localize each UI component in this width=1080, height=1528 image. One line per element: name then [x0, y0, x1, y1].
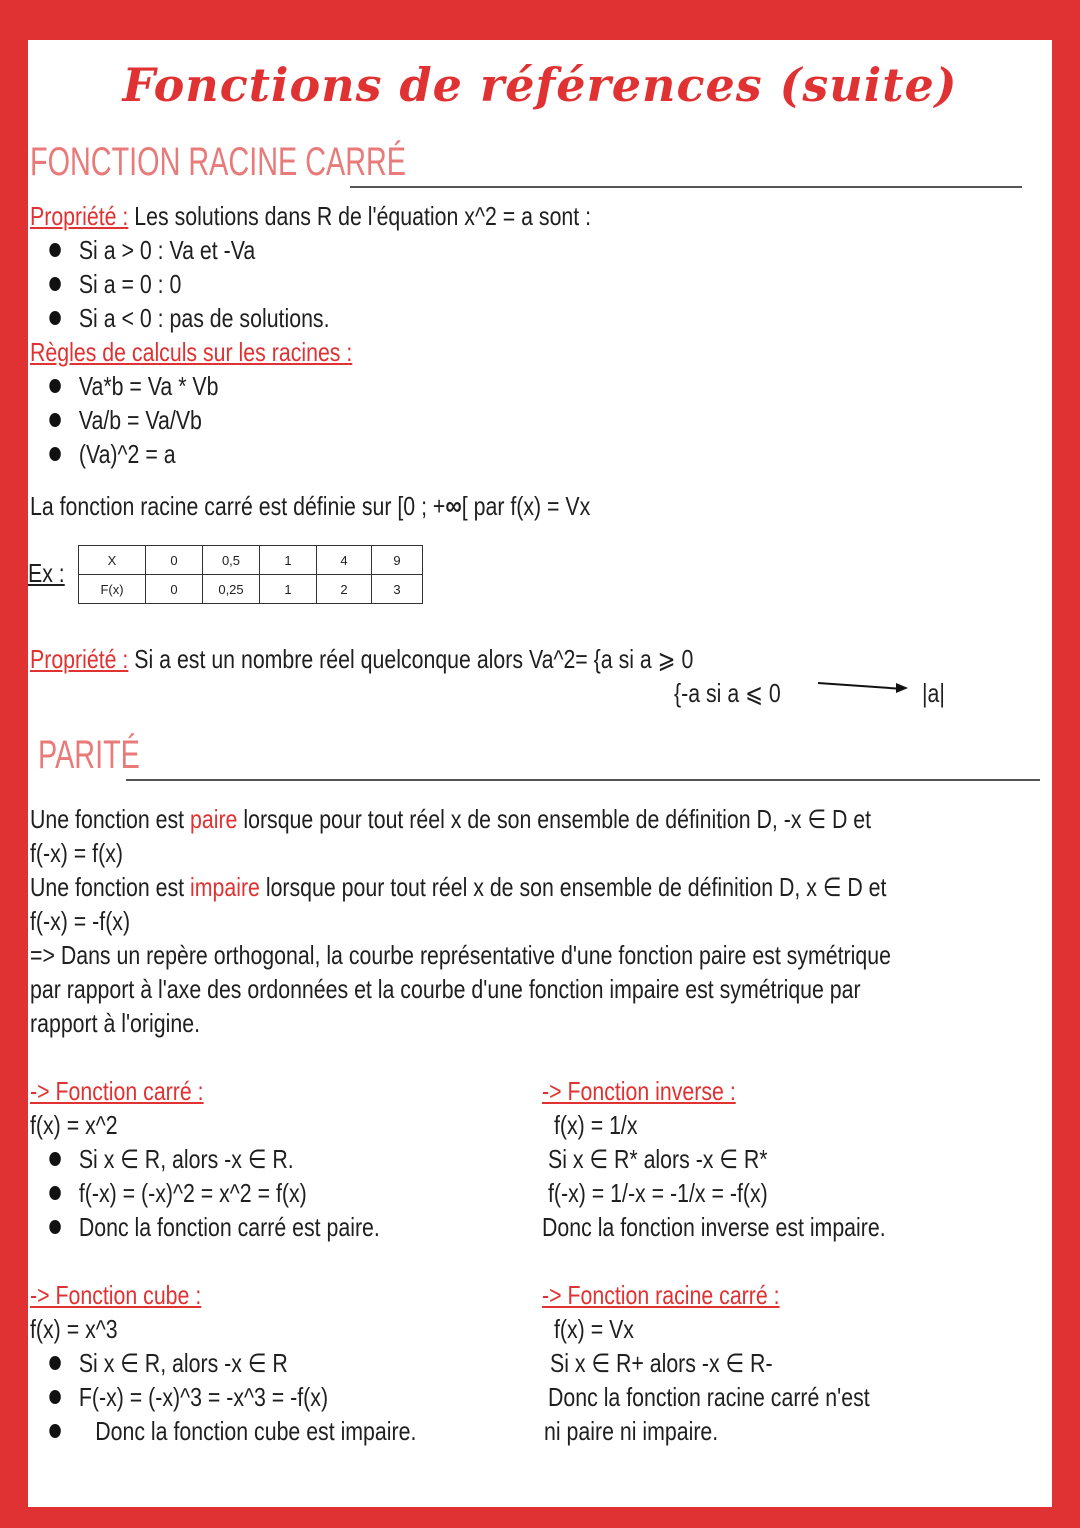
example-inverse-line: f(x) = 1/x [554, 1110, 638, 1140]
absolute-value: |a| [922, 678, 945, 708]
definition-text-b: [ par f(x) = Vx [461, 491, 591, 521]
document-page [28, 40, 1052, 1507]
example-carre-formula: f(x) = x^2 [30, 1110, 118, 1140]
list-item: (Va)^2 = a [28, 437, 219, 471]
table-cell: 3 [372, 575, 423, 604]
property-list [28, 233, 330, 335]
definition-line [30, 489, 590, 523]
property2-line [30, 642, 693, 676]
text: lorsque pour tout réel x de son ensemble de définition D, -x ∈ D et [237, 804, 872, 834]
table-cell: X [79, 546, 146, 575]
property2-line2: {-a si a ⩽ 0 [674, 678, 781, 708]
text: Une fonction est [30, 804, 191, 834]
list-item: Donc la fonction cube est impaire. [28, 1414, 416, 1448]
example-inverse-line: Si x ∈ R* alors -x ∈ R* [548, 1144, 768, 1174]
table-cell: 2 [317, 575, 372, 604]
paragraph-paire-formula: f(-x) = f(x) [30, 838, 123, 868]
example-carre-list [28, 1142, 380, 1244]
list-item: Si x ∈ R, alors -x ∈ R. [28, 1142, 380, 1176]
rules-label: Règles de calculs sur les racines : [30, 337, 353, 367]
list-item: f(-x) = (-x)^2 = x^2 = f(x) [28, 1176, 380, 1210]
table-cell: 1 [260, 546, 317, 575]
definition-text-a: La fonction racine carré est définie sur [0 ; + [30, 491, 446, 521]
example-inverse-line: f(-x) = 1/-x = -1/x = -f(x) [548, 1178, 768, 1208]
paragraph-impaire-formula: f(-x) = -f(x) [30, 906, 131, 936]
property-label: Propriété : [30, 201, 129, 231]
text: Une fonction est [30, 872, 191, 902]
table-cell: 1 [260, 575, 317, 604]
example-racine-line: ni paire ni impaire. [544, 1416, 719, 1446]
example-racine-line: Donc la fonction racine carré n'est [548, 1382, 870, 1412]
table-cell: F(x) [79, 575, 146, 604]
table-cell: 0 [146, 575, 203, 604]
rules-list [28, 369, 219, 471]
symmetry-line-3: rapport à l'origine. [30, 1008, 200, 1038]
table-cell: 9 [372, 546, 423, 575]
symmetry-line-1: => Dans un repère orthogonal, la courbe représentative d'une fonction paire est symétrique [30, 940, 891, 970]
table-cell: 0,5 [203, 546, 260, 575]
symmetry-line-2: par rapport à l'axe des ordonnées et la courbe d'une fonction impaire est symétrique par [30, 974, 861, 1004]
list-item: Si a = 0 : 0 [28, 267, 330, 301]
heading-rule [350, 186, 1022, 188]
property-line [30, 199, 591, 233]
arrow-line [818, 682, 900, 690]
example-inverse-line: Donc la fonction inverse est impaire. [542, 1212, 886, 1242]
table-row [79, 575, 423, 604]
example-racine-line: Si x ∈ R+ alors -x ∈ R- [550, 1348, 773, 1378]
arrow-head-icon [896, 683, 908, 693]
table-row [79, 546, 423, 575]
example-racine-label: -> Fonction racine carré : [542, 1280, 780, 1310]
list-item: Si a > 0 : Va et -Va [28, 233, 330, 267]
example-cube-formula: f(x) = x^3 [30, 1314, 118, 1344]
table-cell: 4 [317, 546, 372, 575]
text: lorsque pour tout réel x de son ensemble de définition D, x ∈ D et [259, 872, 887, 902]
list-item: Si x ∈ R, alors -x ∈ R [28, 1346, 416, 1380]
heading-rule [126, 779, 1040, 781]
example-table [78, 545, 423, 604]
section-heading-racine: FONCTION RACINE CARRÉ [30, 140, 407, 184]
property-text: Les solutions dans R de l'équation x^2 = a sont : [134, 201, 592, 231]
list-item: Va*b = Va * Vb [28, 369, 219, 403]
example-label: Ex : [28, 558, 65, 588]
property2-text: Si a est un nombre réel quelconque alors Va^2= {a si a ⩾ 0 [134, 644, 694, 674]
impaire-word: impaire [190, 872, 260, 902]
list-item: Donc la fonction carré est paire. [28, 1210, 380, 1244]
list-item: F(-x) = (-x)^3 = -x^3 = -f(x) [28, 1380, 416, 1414]
example-racine-line: f(x) = Vx [554, 1314, 634, 1344]
paragraph-impaire [30, 870, 886, 904]
table-cell: 0,25 [203, 575, 260, 604]
section-heading-parite: PARITÉ [38, 733, 140, 777]
infinity-symbol: ∞ [445, 490, 462, 521]
example-cube-label: -> Fonction cube : [30, 1280, 202, 1310]
table-cell: 0 [146, 546, 203, 575]
paragraph-paire [30, 802, 871, 836]
example-cube-list [28, 1346, 416, 1448]
paire-word: paire [190, 804, 238, 834]
list-item: Si a < 0 : pas de solutions. [28, 301, 330, 335]
example-carre-label: -> Fonction carré : [30, 1076, 204, 1106]
list-item: Va/b = Va/Vb [28, 403, 219, 437]
property2-label: Propriété : [30, 644, 129, 674]
example-inverse-label: -> Fonction inverse : [542, 1076, 736, 1106]
page-title: Fonctions de références (suite) [122, 58, 958, 112]
